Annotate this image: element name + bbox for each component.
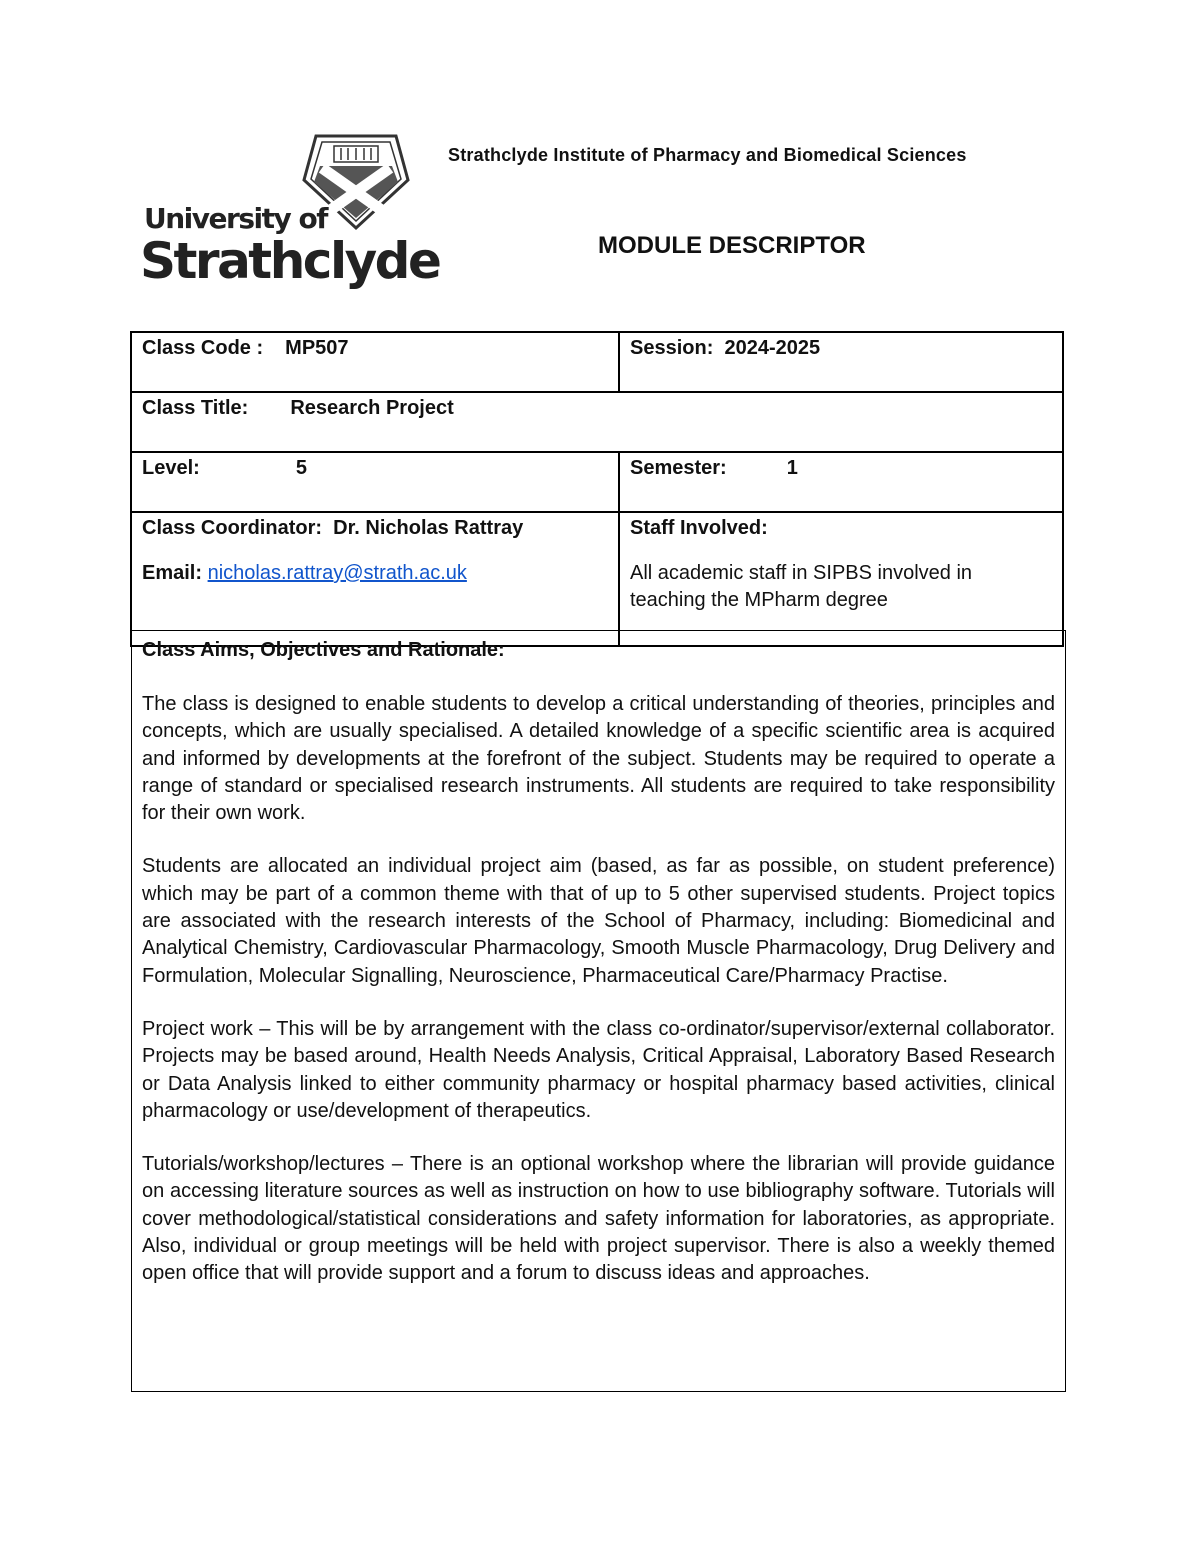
session-value: 2024-2025 <box>724 337 821 359</box>
level-label: Level: <box>142 457 200 479</box>
document-title: MODULE DESCRIPTOR <box>598 232 866 259</box>
level-cell <box>131 452 619 512</box>
class-code-label: Class Code : <box>142 337 264 359</box>
institute-name: Strathclyde Institute of Pharmacy and Biomedical Sciences <box>448 145 967 165</box>
session-cell <box>619 332 1063 392</box>
class-aims-section <box>131 630 1066 1392</box>
semester-label: Semester: <box>630 457 727 479</box>
class-info-table <box>130 331 1064 647</box>
class-title-cell <box>131 392 1063 452</box>
level-value: 5 <box>295 457 307 479</box>
table-row <box>131 512 1063 646</box>
table-row <box>131 392 1063 452</box>
aims-paragraph: Students are allocated an individual project aim (based, as far as possible, on student preference) which may be part of a common theme with that of up to 5 other supervised students. Project topics are associated with the research interests of the School of Pharmacy, including: Biomedicinal and Analytical Chemistry, Cardiovascular Pharmacology, Smooth Muscle Pharmacology, Drug Delivery and Formulation, Molecular Signalling, Neuroscience, Pharmaceutical Care/Pharmacy Practise. <box>142 855 1055 987</box>
table-row <box>131 452 1063 512</box>
logo-text-line1: University of <box>144 202 327 235</box>
coordinator-label: Class Coordinator: <box>142 517 323 539</box>
staff-label: Staff Involved: <box>630 517 768 539</box>
semester-value: 1 <box>786 457 798 479</box>
aims-heading: Class Aims, Objectives and Rationale: <box>142 639 505 661</box>
class-code-cell <box>131 332 619 392</box>
university-logo <box>140 132 440 297</box>
email-link[interactable]: nicholas.rattray@strath.ac.uk <box>207 562 467 584</box>
table-row <box>131 332 1063 392</box>
class-title-label: Class Title: <box>142 397 249 419</box>
coordinator-cell <box>131 512 619 646</box>
logo-text-line2: Strathclyde <box>140 232 440 290</box>
aims-paragraph: Tutorials/workshop/lectures – There is an optional workshop where the librarian will provide guidance on accessing literature sources as well as instruction on how to use bibliography software. Tutorials will cover methodological/statistical considerations and safety information for laboratories, as appropriate. Also, individual or group meetings will be held with project supervisor. There is also a weekly themed open office that will provide support and a forum to discuss ideas and approaches. <box>142 1153 1055 1285</box>
class-title-value: Research Project <box>290 397 454 419</box>
email-label: Email: <box>142 562 203 584</box>
aims-paragraph: The class is designed to enable students to develop a critical understanding of theories, principles and concepts, which are usually specialised. A detailed knowledge of a specific scientific area is acquired and informed by developments at the forefront of the subject. Students may be required to operate a range of standard or specialised research instruments. All students are required to take responsibility for their own work. <box>142 693 1055 825</box>
class-code-value: MP507 <box>285 337 349 359</box>
semester-cell <box>619 452 1063 512</box>
coordinator-value: Dr. Nicholas Rattray <box>333 517 524 539</box>
staff-cell <box>619 512 1063 646</box>
aims-paragraph: Project work – This will be by arrangement with the class co-ordinator/supervisor/external collaborator. Projects may be based around, Health Needs Analysis, Critical Appraisal, Laboratory Based Research or Data Analysis linked to either community pharmacy or hospital pharmacy based activities, clinical pharmacology or use/development of therapeutics. <box>142 1017 1055 1122</box>
staff-value: All academic staff in SIPBS involved in teaching the MPharm degree <box>630 562 973 611</box>
session-label: Session: <box>630 337 714 359</box>
